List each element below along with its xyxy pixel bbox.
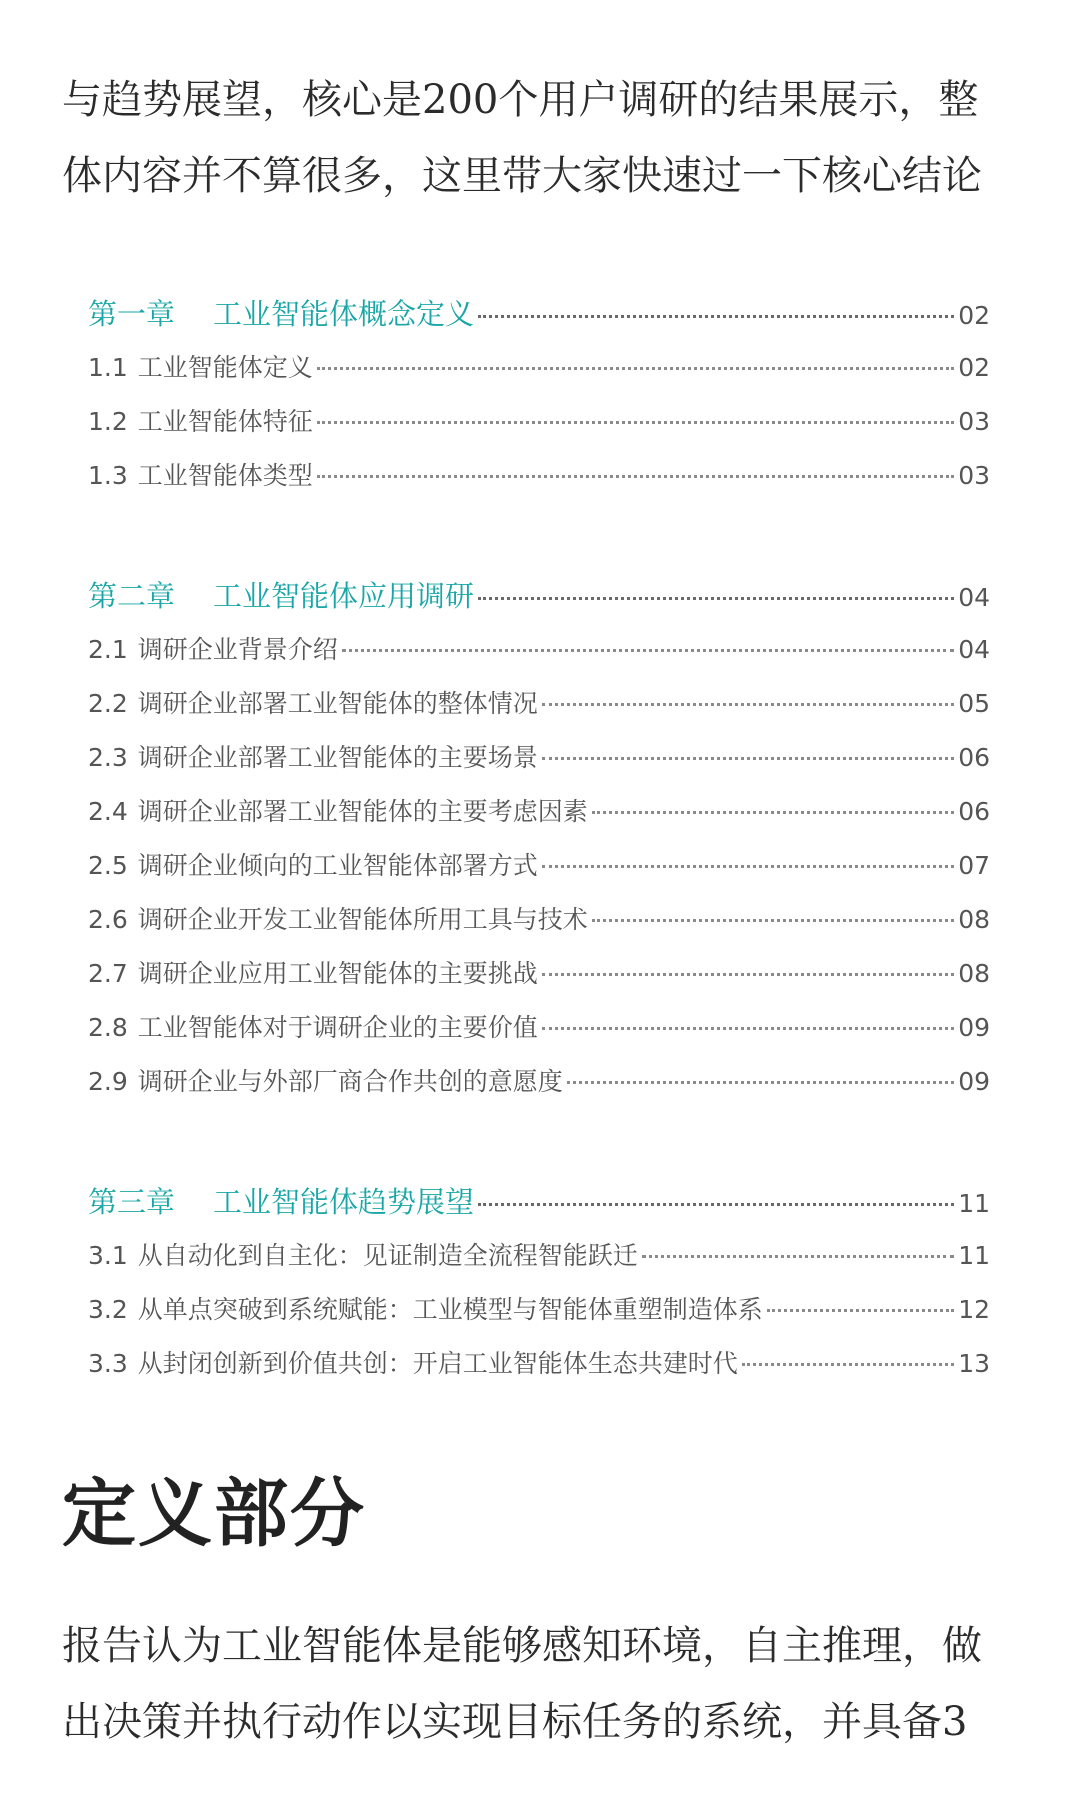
toc-chapter-heading [88, 1180, 990, 1236]
toc-chapter-heading-page-number: 04 [958, 583, 990, 612]
dot-leader [542, 865, 954, 868]
toc-entry-title: 调研企业开发工业智能体所用工具与技术 [137, 905, 588, 934]
toc-entry-page-number: 07 [958, 851, 990, 880]
toc-chapter-heading-number: 第一章 [88, 297, 176, 331]
toc-entry-number: 2.5 [88, 851, 128, 880]
dot-leader [317, 367, 954, 370]
toc-entry-title: 调研企业应用工业智能体的主要挑战 [137, 959, 538, 988]
toc-entry-title: 调研企业部署工业智能体的主要考虑因素 [137, 797, 588, 826]
toc-chapter-heading-page-number: 02 [958, 301, 990, 330]
toc-entry-title: 从封闭创新到价值共创：开启工业智能体生态共建时代 [137, 1349, 738, 1378]
toc-entry-number: 2.2 [88, 689, 128, 718]
toc-chapter [88, 574, 990, 1116]
toc-entry-page-number: 08 [958, 959, 990, 988]
toc-entry-number: 1.2 [88, 407, 128, 436]
toc-entry [88, 1008, 990, 1062]
toc-entry [88, 900, 990, 954]
dot-leader [317, 421, 954, 424]
toc-entry-page-number: 11 [958, 1241, 990, 1270]
toc-entry-page-number: 09 [958, 1067, 990, 1096]
toc-entry-number: 1.3 [88, 461, 128, 490]
toc-entry-number: 2.3 [88, 743, 128, 772]
dot-leader [542, 757, 954, 760]
dot-leader [642, 1255, 954, 1258]
dot-leader [542, 703, 954, 706]
definition-paragraph [62, 1608, 1022, 1760]
dot-leader [342, 649, 954, 652]
toc-entry-number: 2.1 [88, 635, 128, 664]
dot-leader [542, 1027, 954, 1030]
toc-entry-number: 3.1 [88, 1241, 128, 1270]
toc-entry-title: 工业智能体特征 [137, 407, 313, 436]
dot-leader [592, 811, 954, 814]
toc-entry-number: 2.8 [88, 1013, 128, 1042]
dot-leader [478, 1203, 954, 1206]
toc-chapter-heading [88, 292, 990, 348]
toc-chapter-heading-title: 工业智能体趋势展望 [213, 1185, 475, 1219]
toc-entry-page-number: 05 [958, 689, 990, 718]
toc-entry-title: 从单点突破到系统赋能：工业模型与智能体重塑制造体系 [137, 1295, 763, 1324]
dot-leader [567, 1081, 954, 1084]
toc-entry [88, 792, 990, 846]
toc-entry-page-number: 09 [958, 1013, 990, 1042]
toc-entry-page-number: 06 [958, 743, 990, 772]
dot-leader [592, 919, 954, 922]
toc-entry-number: 2.4 [88, 797, 128, 826]
table-of-contents [88, 292, 990, 1462]
dot-leader [317, 475, 954, 478]
toc-entry-number: 2.6 [88, 905, 128, 934]
toc-chapter-heading-title: 工业智能体概念定义 [213, 297, 475, 331]
toc-entry [88, 954, 990, 1008]
dot-leader [742, 1363, 954, 1366]
toc-entry [88, 1344, 990, 1398]
toc-entry-title: 工业智能体类型 [137, 461, 313, 490]
definition-line: 报告认为工业智能体是能够感知环境，自主推理，做 [62, 1623, 982, 1669]
toc-entry-number: 3.3 [88, 1349, 128, 1378]
section-heading: 定义部分 [62, 1471, 366, 1557]
toc-entry [88, 684, 990, 738]
toc-entry [88, 738, 990, 792]
definition-line: 出决策并执行动作以实现目标任务的系统，并具备3 [62, 1699, 968, 1745]
toc-entry [88, 456, 990, 510]
dot-leader [478, 597, 954, 600]
toc-chapter-heading-page-number: 11 [958, 1189, 990, 1218]
toc-entry-page-number: 04 [958, 635, 990, 664]
toc-chapter [88, 1180, 990, 1398]
toc-entry-page-number: 06 [958, 797, 990, 826]
toc-chapter [88, 292, 990, 510]
toc-entry-title: 从自动化到自主化：见证制造全流程智能跃迁 [137, 1241, 638, 1270]
toc-entry-page-number: 13 [958, 1349, 990, 1378]
toc-entry-title: 调研企业部署工业智能体的主要场景 [137, 743, 538, 772]
toc-entry [88, 402, 990, 456]
toc-entry [88, 630, 990, 684]
toc-chapter-heading-number: 第二章 [88, 579, 176, 613]
toc-entry-page-number: 03 [958, 407, 990, 436]
toc-entry-title: 调研企业背景介绍 [137, 635, 338, 664]
toc-entry [88, 1062, 990, 1116]
toc-entry [88, 1290, 990, 1344]
toc-chapter-heading-number: 第三章 [88, 1185, 176, 1219]
toc-entry-page-number: 02 [958, 353, 990, 382]
intro-line: 与趋势展望，核心是200个用户调研的结果展示，整 [62, 77, 979, 123]
dot-leader [478, 315, 954, 318]
toc-entry-title: 调研企业与外部厂商合作共创的意愿度 [137, 1067, 563, 1096]
toc-entry [88, 1236, 990, 1290]
toc-entry-page-number: 03 [958, 461, 990, 490]
toc-entry-title: 调研企业部署工业智能体的整体情况 [137, 689, 538, 718]
toc-entry-page-number: 12 [958, 1295, 990, 1324]
dot-leader [767, 1309, 954, 1312]
toc-entry-title: 调研企业倾向的工业智能体部署方式 [137, 851, 538, 880]
toc-entry-title: 工业智能体定义 [137, 353, 313, 382]
toc-chapter-heading [88, 574, 990, 630]
dot-leader [542, 973, 954, 976]
toc-entry-page-number: 08 [958, 905, 990, 934]
toc-entry-title: 工业智能体对于调研企业的主要价值 [137, 1013, 538, 1042]
toc-entry [88, 846, 990, 900]
toc-entry-number: 1.1 [88, 353, 128, 382]
intro-paragraph [62, 62, 1022, 214]
toc-entry-number: 2.7 [88, 959, 128, 988]
toc-chapter-heading-title: 工业智能体应用调研 [213, 579, 475, 613]
intro-line: 体内容并不算很多，这里带大家快速过一下核心结论 [62, 153, 982, 199]
toc-entry [88, 348, 990, 402]
toc-entry-number: 3.2 [88, 1295, 128, 1324]
toc-entry-number: 2.9 [88, 1067, 128, 1096]
